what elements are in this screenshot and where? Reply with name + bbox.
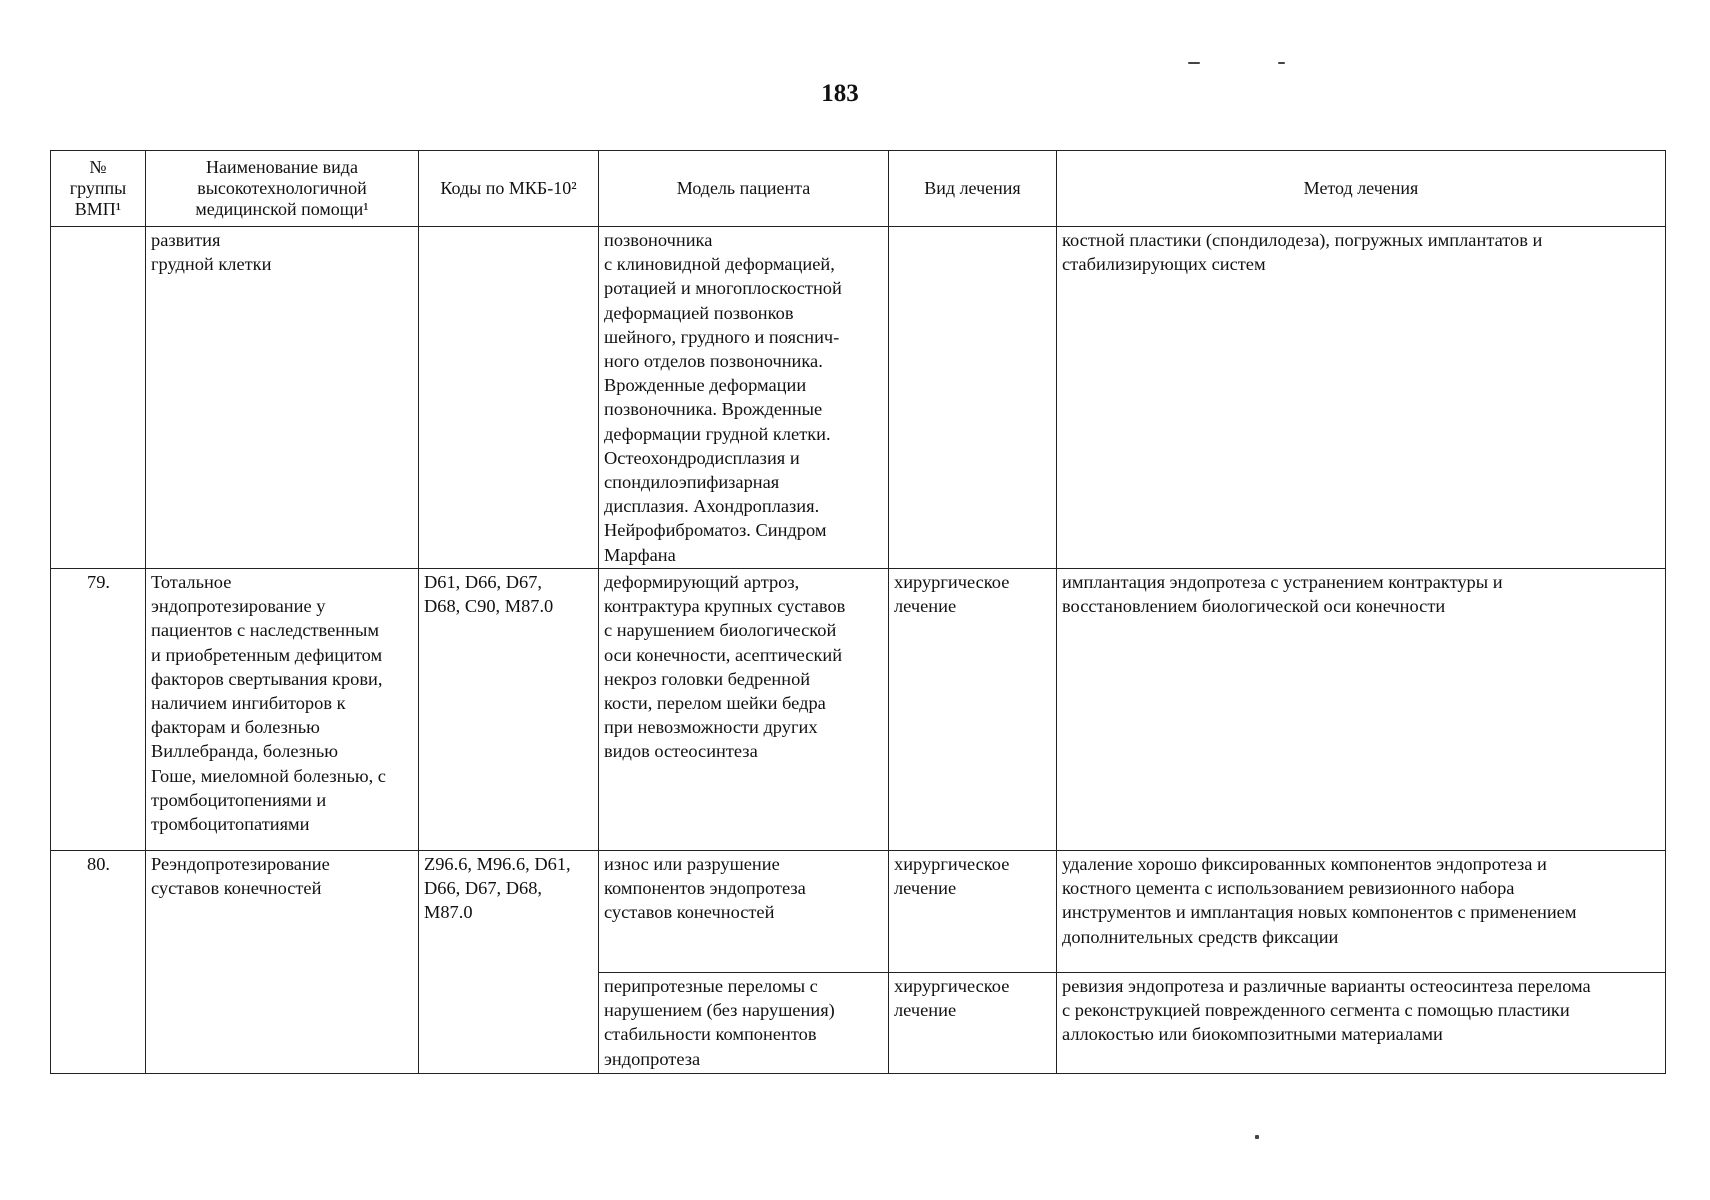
cell-text-line: ротацией и многоплоскостной	[604, 278, 842, 299]
cell-text-line: факторов свертывания крови,	[151, 668, 383, 689]
treatment-method-cell	[1057, 227, 1666, 569]
header-group-number	[51, 151, 146, 227]
header-icd-codes	[419, 151, 599, 227]
cell-text-line: деформацией позвонков	[604, 302, 794, 323]
page-number: 183	[821, 80, 859, 107]
treatment-method-cell	[1057, 973, 1666, 1074]
cell-text-line: развития	[151, 230, 221, 250]
cell-text-line: при невозможности других	[604, 717, 818, 738]
treatment-type-cell	[889, 851, 1057, 973]
cell-text-line: с клиновидной деформацией,	[604, 254, 835, 275]
cell-text-line: медицинской помощи¹	[195, 199, 369, 219]
care-type-cell	[146, 851, 419, 1074]
group-number-cell: 80.	[51, 851, 146, 1074]
cell-text-line: Марфана	[604, 544, 676, 565]
care-type-cell	[146, 569, 419, 851]
cell-text-line: костной пластики (спондилодеза), погружных имплантатов и	[1062, 230, 1543, 250]
vmp-table	[50, 150, 1666, 1074]
table-header-row	[51, 151, 1666, 227]
care-type-cell	[146, 227, 419, 569]
cell-text-line: группы	[69, 178, 127, 198]
cell-text-line: лечение	[894, 1000, 957, 1021]
cell-text-line: Наименование вида	[206, 157, 358, 177]
cell-text-line: хирургическое	[894, 854, 1010, 874]
cell-text-line: инструментов и имплантация новых компонентов с применением	[1062, 902, 1577, 923]
cell-text-line: наличием ингибиторов к	[151, 693, 346, 714]
cell-text-line: ревизия эндопротеза и различные варианты остеосинтеза перелома	[1062, 976, 1591, 996]
cell-text-line: костного цемента с использованием ревизионного набора	[1062, 878, 1515, 899]
patient-model-cell	[599, 973, 889, 1074]
scan-speck	[1255, 1135, 1259, 1139]
header-care-type	[146, 151, 419, 227]
group-number-cell	[51, 227, 146, 569]
cell-text-line: износ или разрушение	[604, 854, 780, 874]
cell-text-line: Метод лечения	[1303, 178, 1419, 198]
cell-text-line: эндопротеза	[604, 1048, 701, 1069]
cell-text-line: спондилоэпифизарная	[604, 472, 780, 493]
cell-text-line: высокотехнологичной	[197, 178, 367, 198]
table-row-80	[51, 851, 1666, 973]
cell-text-line: дисплазия. Ахондроплазия.	[604, 496, 820, 517]
cell-text-line: и приобретенным дефицитом	[151, 644, 383, 665]
cell-text-line: восстановлением биологической оси конечности	[1062, 596, 1446, 617]
header-treatment-method	[1057, 151, 1666, 227]
cell-text-line: позвоночника	[604, 230, 713, 250]
patient-model-cell	[599, 569, 889, 851]
table-row-continuation	[51, 227, 1666, 569]
cell-text-line: оси конечности, асептический	[604, 644, 843, 665]
cell-text-line: аллокостью или биокомпозитными материалами	[1062, 1024, 1443, 1045]
icd-codes-cell	[419, 569, 599, 851]
cell-text-line: Реэндопротезирование	[151, 854, 330, 874]
cell-text-line: перипротезные переломы с	[604, 976, 818, 996]
cell-text-line: деформации грудной клетки.	[604, 423, 831, 444]
group-number-cell: 79.	[51, 569, 146, 851]
cell-text-line: ВМП¹	[74, 199, 122, 219]
cell-text-line: пациентов с наследственным	[151, 620, 379, 641]
patient-model-cell	[599, 851, 889, 973]
cell-text-line: Z96.6, M96.6, D61,	[424, 854, 571, 874]
cell-text-line: некроз головки бедренной	[604, 668, 811, 689]
cell-text-line: D68, C90, M87.0	[424, 596, 554, 617]
cell-text-line: Нейрофиброматоз. Синдром	[604, 520, 827, 541]
cell-text-line: тромбоцитопениями и	[151, 789, 327, 810]
cell-text-line: с реконструкцией поврежденного сегмента с помощью пластики	[1062, 1000, 1570, 1021]
treatment-type-cell	[889, 227, 1057, 569]
cell-text-line: Остеохондродисплазия и	[604, 447, 800, 468]
header-treatment-type	[889, 151, 1057, 227]
cell-text-line: хирургическое	[894, 976, 1010, 996]
cell-text-line: кости, перелом шейки бедра	[604, 693, 826, 714]
cell-text-line: стабилизирующих систем	[1062, 254, 1266, 275]
icd-codes-cell	[419, 227, 599, 569]
cell-text-line: Тотальное	[151, 572, 232, 592]
cell-text-line: Гоше, миеломной болезнью, с	[151, 765, 386, 786]
cell-text-line: стабильности компонентов	[604, 1024, 817, 1045]
cell-text-line: Виллебранда, болезнью	[151, 741, 339, 762]
cell-text-line: позвоночника. Врожденные	[604, 399, 823, 420]
cell-text-line: дополнительных средств фиксации	[1062, 926, 1339, 947]
cell-text-line: грудной клетки	[151, 254, 272, 275]
cell-text-line: D61, D66, D67,	[424, 572, 543, 592]
cell-text-line: контрактура крупных суставов	[604, 596, 846, 617]
treatment-method-cell	[1057, 851, 1666, 973]
cell-text-line: видов остеосинтеза	[604, 741, 758, 762]
table-row-79	[51, 569, 1666, 851]
cell-text-line: тромбоцитопатиями	[151, 814, 310, 835]
patient-model-cell	[599, 227, 889, 569]
header-patient-model	[599, 151, 889, 227]
treatment-type-cell	[889, 973, 1057, 1074]
cell-text-line: нарушением (без нарушения)	[604, 1000, 835, 1021]
cell-text-line: эндопротезирование у	[151, 596, 326, 617]
scan-speck	[1278, 62, 1285, 64]
cell-text-line: шейного, грудного и пояснич-	[604, 326, 840, 347]
cell-text-line: компонентов эндопротеза	[604, 878, 806, 899]
cell-text-line: хирургическое	[894, 572, 1010, 592]
cell-text-line: Модель пациента	[676, 178, 811, 198]
treatment-method-cell	[1057, 569, 1666, 851]
cell-text-line: D66, D67, D68,	[424, 878, 543, 899]
scan-speck	[1188, 62, 1200, 64]
cell-text-line: деформирующий артроз,	[604, 572, 800, 592]
treatment-type-cell	[889, 569, 1057, 851]
cell-text-line: ного отделов позвоночника.	[604, 351, 823, 372]
cell-text-line: суставов конечностей	[604, 902, 775, 923]
cell-text-line: Вид лечения	[924, 178, 1021, 198]
cell-text-line: №	[89, 157, 107, 177]
cell-text-line: лечение	[894, 878, 957, 899]
cell-text-line: M87.0	[424, 902, 473, 923]
cell-text-line: имплантация эндопротеза с устранением контрактуры и	[1062, 572, 1503, 592]
cell-text-line: с нарушением биологической	[604, 620, 837, 641]
cell-text-line: Коды по МКБ-10²	[440, 178, 577, 198]
cell-text-line: суставов конечностей	[151, 878, 322, 899]
cell-text-line: факторам и болезнью	[151, 717, 320, 738]
cell-text-line: лечение	[894, 596, 957, 617]
cell-text-line: удаление хорошо фиксированных компонентов эндопротеза и	[1062, 854, 1547, 874]
cell-text-line: Врожденные деформации	[604, 375, 807, 396]
icd-codes-cell	[419, 851, 599, 1074]
